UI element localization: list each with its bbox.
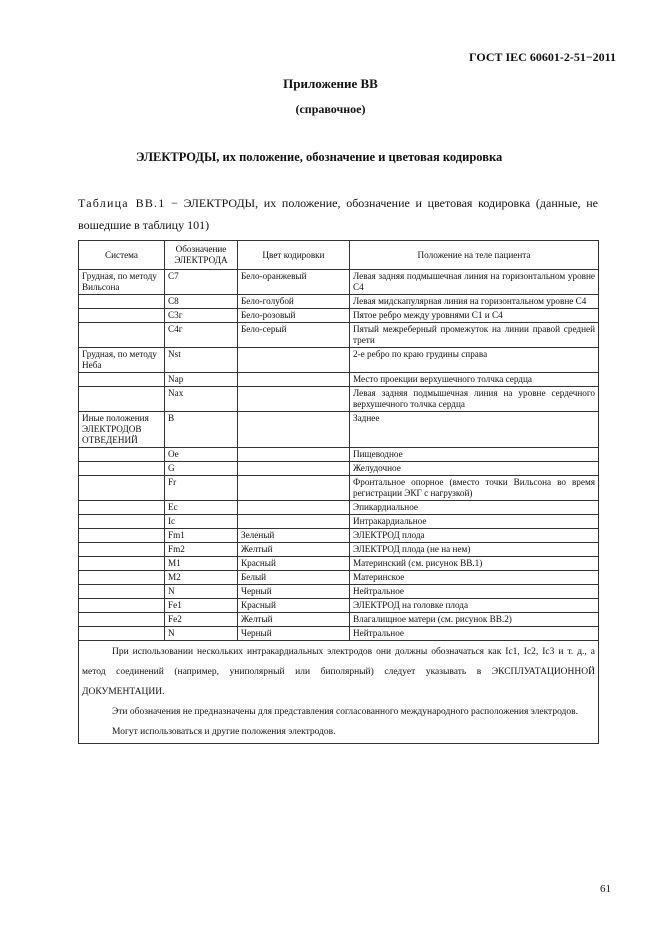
system-cell: Грудная, по методу Неба: [79, 348, 165, 373]
position-cell: Материнское: [350, 571, 599, 585]
position-cell: Место проекции верхушечного толчка сердца: [350, 373, 599, 387]
table-notes: [79, 641, 599, 744]
color-cell: Желтый: [238, 543, 350, 557]
designation-cell: Nap: [165, 373, 238, 387]
system-cell-continued: [79, 557, 165, 571]
annex-subtitle: (справочное): [295, 102, 366, 116]
system-cell-continued: [79, 387, 165, 412]
color-cell: Красный: [238, 599, 350, 613]
system-cell-continued: [79, 373, 165, 387]
table-row: [79, 462, 599, 476]
designation-cell: G: [165, 462, 238, 476]
system-cell-continued: [79, 571, 165, 585]
color-cell: Черный: [238, 627, 350, 641]
note-paragraph: При использовании нескольких интракардиальных электродов они должны обозначаться как Ic1, Ic2, Ic3 и т. д., а метод соединений (например, униполярный или биполярный) следует указывать в ЭКСПЛУАТАЦИОННОЙ ДОКУМЕНТАЦИИ.: [82, 647, 595, 697]
designation-cell: C3г: [165, 309, 238, 323]
system-cell-continued: [79, 448, 165, 462]
color-cell: [238, 348, 350, 373]
table-row: [79, 270, 599, 295]
color-cell: Зеленый: [238, 529, 350, 543]
position-cell: Заднее: [350, 412, 599, 448]
table-row: [79, 348, 599, 373]
color-cell: Желтый: [238, 613, 350, 627]
designation-cell: C8: [165, 295, 238, 309]
system-cell: Грудная, по методу Вильсона: [79, 270, 165, 295]
system-cell-continued: [79, 613, 165, 627]
designation-cell: N: [165, 585, 238, 599]
color-cell: Белый: [238, 571, 350, 585]
table-row: [79, 412, 599, 448]
header-color: Цвет кодировки: [238, 241, 350, 270]
table-caption-lead: Таблица ВВ.1: [78, 196, 166, 210]
designation-cell: Fm1: [165, 529, 238, 543]
electrodes-table: [78, 240, 599, 744]
position-cell: Пятое ребро между уровнями C1 и C4: [350, 309, 599, 323]
table-row: [79, 585, 599, 599]
system-cell-continued: [79, 515, 165, 529]
designation-cell: C7: [165, 270, 238, 295]
table-body: [79, 270, 599, 641]
position-cell: Левая мидскапулярная линия на горизонтальном уровне C4: [350, 295, 599, 309]
system-cell-continued: [79, 501, 165, 515]
header-designation: Обозначение ЭЛЕКТРОДА: [165, 241, 238, 270]
position-cell: Влагалищное матери (см. рисунок ВВ.2): [350, 613, 599, 627]
table-header-row: [79, 241, 599, 270]
designation-cell: M1: [165, 557, 238, 571]
table-row: [79, 543, 599, 557]
system-cell: Иные положения ЭЛЕКТРОДОВ ОТВЕДЕНИЙ: [79, 412, 165, 448]
color-cell: Красный: [238, 557, 350, 571]
color-cell: Черный: [238, 585, 350, 599]
table-row: [79, 627, 599, 641]
system-cell-continued: [79, 529, 165, 543]
position-cell: Нейтральное: [350, 627, 599, 641]
standard-designation: ГОСТ IEC 60601-2-51−2011: [469, 50, 616, 64]
designation-cell: N: [165, 627, 238, 641]
designation-cell: Fe1: [165, 599, 238, 613]
table-row: [79, 373, 599, 387]
system-cell-continued: [79, 309, 165, 323]
color-cell: [238, 412, 350, 448]
color-cell: [238, 387, 350, 412]
position-cell: Пятый межреберный промежуток на линии правой средней трети: [350, 323, 599, 348]
table-row: [79, 599, 599, 613]
system-cell-continued: [79, 476, 165, 501]
annex-title: Приложение ВВ: [283, 76, 378, 91]
system-cell-continued: [79, 323, 165, 348]
table-row: [79, 515, 599, 529]
designation-cell: C4г: [165, 323, 238, 348]
position-cell: Левая задняя подмышечная линия на горизонтальном уровне C4: [350, 270, 599, 295]
designation-cell: Ic: [165, 515, 238, 529]
position-cell: Эпикардиальное: [350, 501, 599, 515]
notes-row: [79, 641, 599, 744]
table-caption: [78, 192, 598, 236]
note-paragraph: Могут использоваться и другие положения электродов.: [112, 727, 336, 737]
table-caption-text: − ЭЛЕКТРОДЫ, их положение, обозначение и цветовая кодировка (данные, не вошедшие в таблицу 101): [78, 196, 598, 232]
position-cell: Пищеводное: [350, 448, 599, 462]
page-number: 61: [600, 883, 611, 895]
color-cell: [238, 476, 350, 501]
table-row: [79, 448, 599, 462]
table-row: [79, 309, 599, 323]
designation-cell: B: [165, 412, 238, 448]
position-cell: Материнский (см. рисунок ВВ.1): [350, 557, 599, 571]
color-cell: [238, 501, 350, 515]
position-cell: Интракардиальное: [350, 515, 599, 529]
position-cell: 2-е ребро по краю грудины справа: [350, 348, 599, 373]
note-paragraph: Эти обозначения не предназначены для представления согласованного международного расположения электродов.: [112, 707, 578, 717]
system-cell-continued: [79, 543, 165, 557]
designation-cell: Fr: [165, 476, 238, 501]
designation-cell: Oe: [165, 448, 238, 462]
table-row: [79, 613, 599, 627]
table-row: [79, 323, 599, 348]
position-cell: Левая задняя подмышечная линия на уровне сердечного верхушечного толчка сердца: [350, 387, 599, 412]
table-row: [79, 529, 599, 543]
color-cell: Бело-серый: [238, 323, 350, 348]
position-cell: Фронтальное опорное (вместо точки Вильсона во время регистрации ЭКГ с нагрузкой): [350, 476, 599, 501]
designation-cell: Ec: [165, 501, 238, 515]
table-row: [79, 557, 599, 571]
designation-cell: Nax: [165, 387, 238, 412]
system-cell-continued: [79, 295, 165, 309]
system-cell-continued: [79, 599, 165, 613]
designation-cell: Nst: [165, 348, 238, 373]
position-cell: ЭЛЕКТРОД плода: [350, 529, 599, 543]
color-cell: [238, 462, 350, 476]
table-row: [79, 476, 599, 501]
position-cell: ЭЛЕКТРОД плода (не на нем): [350, 543, 599, 557]
color-cell: [238, 373, 350, 387]
color-cell: Бело-голубой: [238, 295, 350, 309]
table-row: [79, 295, 599, 309]
designation-cell: Fe2: [165, 613, 238, 627]
position-cell: Нейтральное: [350, 585, 599, 599]
system-cell-continued: [79, 462, 165, 476]
position-cell: ЭЛЕКТРОД на головке плода: [350, 599, 599, 613]
section-title: ЭЛЕКТРОДЫ, их положение, обозначение и цветовая кодировка: [136, 150, 503, 164]
designation-cell: Fm2: [165, 543, 238, 557]
color-cell: [238, 515, 350, 529]
table-row: [79, 571, 599, 585]
position-cell: Желудочное: [350, 462, 599, 476]
table-row: [79, 501, 599, 515]
header-position: Положение на теле пациента: [350, 241, 599, 270]
system-cell-continued: [79, 585, 165, 599]
designation-cell: M2: [165, 571, 238, 585]
color-cell: [238, 448, 350, 462]
header-system: Система: [79, 241, 165, 270]
table-row: [79, 387, 599, 412]
system-cell-continued: [79, 627, 165, 641]
color-cell: Бело-оранжевый: [238, 270, 350, 295]
color-cell: Бело-розовый: [238, 309, 350, 323]
